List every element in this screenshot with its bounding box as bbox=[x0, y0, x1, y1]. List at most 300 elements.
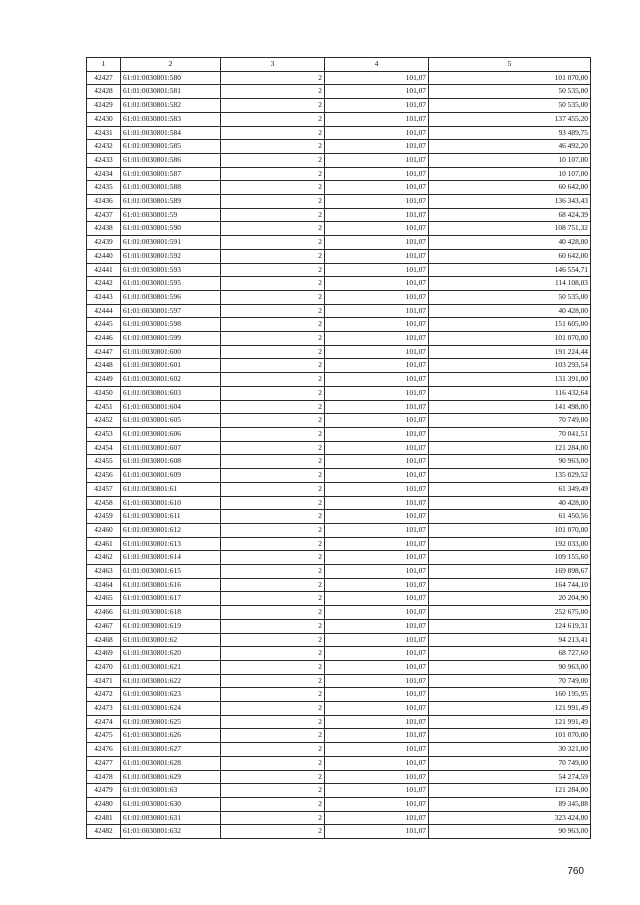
table-row bbox=[87, 660, 591, 674]
table-row bbox=[87, 290, 591, 304]
table-row bbox=[87, 797, 591, 811]
category-cell: 2 bbox=[221, 633, 325, 647]
row-number-cell: 42479 bbox=[87, 784, 121, 798]
value-cell: 114 108,03 bbox=[429, 277, 591, 291]
column-header-4: 4 bbox=[325, 58, 429, 72]
cadastral-number-cell: 61:01:0030801:588 bbox=[121, 181, 221, 195]
row-number-cell: 42447 bbox=[87, 345, 121, 359]
rate-cell: 101,07 bbox=[325, 112, 429, 126]
value-cell: 61 349,49 bbox=[429, 482, 591, 496]
cadastral-number-cell: 61:01:0030801:583 bbox=[121, 112, 221, 126]
category-cell: 2 bbox=[221, 208, 325, 222]
rate-cell: 101,07 bbox=[325, 825, 429, 839]
cadastral-number-cell: 61:01:0030801:618 bbox=[121, 606, 221, 620]
value-cell: 93 489,75 bbox=[429, 126, 591, 140]
category-cell: 2 bbox=[221, 140, 325, 154]
category-cell: 2 bbox=[221, 153, 325, 167]
row-number-cell: 42437 bbox=[87, 208, 121, 222]
row-number-cell: 42445 bbox=[87, 318, 121, 332]
category-cell: 2 bbox=[221, 756, 325, 770]
value-cell: 30 321,00 bbox=[429, 743, 591, 757]
page-number: 760 bbox=[567, 866, 584, 877]
category-cell: 2 bbox=[221, 537, 325, 551]
cadastral-number-cell: 61:01:0030801:584 bbox=[121, 126, 221, 140]
table-row bbox=[87, 153, 591, 167]
value-cell: 50 535,00 bbox=[429, 99, 591, 113]
table-row bbox=[87, 195, 591, 209]
cadastral-number-cell: 61:01:0030801:630 bbox=[121, 797, 221, 811]
row-number-cell: 42439 bbox=[87, 236, 121, 250]
table-row bbox=[87, 318, 591, 332]
value-cell: 90 963,00 bbox=[429, 660, 591, 674]
cadastral-number-cell: 61:01:0030801:592 bbox=[121, 249, 221, 263]
value-cell: 40 428,00 bbox=[429, 496, 591, 510]
table-row bbox=[87, 537, 591, 551]
value-cell: 252 675,00 bbox=[429, 606, 591, 620]
cadastral-number-cell: 61:01:0030801:581 bbox=[121, 85, 221, 99]
rate-cell: 101,07 bbox=[325, 619, 429, 633]
value-cell: 40 428,00 bbox=[429, 236, 591, 250]
cadastral-number-cell: 61:01:0030801:628 bbox=[121, 756, 221, 770]
cadastral-number-cell: 61:01:0030801:602 bbox=[121, 373, 221, 387]
cadastral-number-cell: 61:01:0030801:582 bbox=[121, 99, 221, 113]
rate-cell: 101,07 bbox=[325, 181, 429, 195]
cadastral-number-cell: 61:01:0030801:631 bbox=[121, 811, 221, 825]
value-cell: 121 991,49 bbox=[429, 702, 591, 716]
row-number-cell: 42474 bbox=[87, 715, 121, 729]
rate-cell: 101,07 bbox=[325, 551, 429, 565]
category-cell: 2 bbox=[221, 277, 325, 291]
category-cell: 2 bbox=[221, 441, 325, 455]
value-cell: 101 070,00 bbox=[429, 71, 591, 85]
rate-cell: 101,07 bbox=[325, 756, 429, 770]
table-row bbox=[87, 523, 591, 537]
category-cell: 2 bbox=[221, 825, 325, 839]
rate-cell: 101,07 bbox=[325, 537, 429, 551]
rate-cell: 101,07 bbox=[325, 647, 429, 661]
category-cell: 2 bbox=[221, 619, 325, 633]
table-row bbox=[87, 373, 591, 387]
cadastral-number-cell: 61:01:0030801:620 bbox=[121, 647, 221, 661]
category-cell: 2 bbox=[221, 427, 325, 441]
category-cell: 2 bbox=[221, 99, 325, 113]
category-cell: 2 bbox=[221, 332, 325, 346]
cadastral-number-cell: 61:01:0030801:616 bbox=[121, 578, 221, 592]
value-cell: 151 605,00 bbox=[429, 318, 591, 332]
value-cell: 70 749,00 bbox=[429, 674, 591, 688]
category-cell: 2 bbox=[221, 523, 325, 537]
row-number-cell: 42476 bbox=[87, 743, 121, 757]
value-cell: 124 619,31 bbox=[429, 619, 591, 633]
table-row bbox=[87, 263, 591, 277]
value-cell: 60 642,00 bbox=[429, 181, 591, 195]
rate-cell: 101,07 bbox=[325, 99, 429, 113]
cadastral-number-cell: 61:01:0030801:63 bbox=[121, 784, 221, 798]
value-cell: 101 070,00 bbox=[429, 729, 591, 743]
rate-cell: 101,07 bbox=[325, 222, 429, 236]
row-number-cell: 42433 bbox=[87, 153, 121, 167]
table-row bbox=[87, 674, 591, 688]
table-row bbox=[87, 181, 591, 195]
table-row bbox=[87, 167, 591, 181]
row-number-cell: 42481 bbox=[87, 811, 121, 825]
cadastral-number-cell: 61:01:0030801:607 bbox=[121, 441, 221, 455]
cadastral-number-cell: 61:01:0030801:591 bbox=[121, 236, 221, 250]
cadastral-number-cell: 61:01:0030801:617 bbox=[121, 592, 221, 606]
table-row bbox=[87, 756, 591, 770]
rate-cell: 101,07 bbox=[325, 359, 429, 373]
table-row bbox=[87, 565, 591, 579]
table-row bbox=[87, 784, 591, 798]
table-row bbox=[87, 496, 591, 510]
rate-cell: 101,07 bbox=[325, 290, 429, 304]
table-row bbox=[87, 715, 591, 729]
rate-cell: 101,07 bbox=[325, 195, 429, 209]
value-cell: 137 455,20 bbox=[429, 112, 591, 126]
cadastral-number-cell: 61:01:0030801:586 bbox=[121, 153, 221, 167]
value-cell: 10 107,00 bbox=[429, 153, 591, 167]
category-cell: 2 bbox=[221, 345, 325, 359]
cadastral-number-cell: 61:01:0030801:613 bbox=[121, 537, 221, 551]
cadastral-number-cell: 61:01:0030801:611 bbox=[121, 510, 221, 524]
category-cell: 2 bbox=[221, 729, 325, 743]
row-number-cell: 42431 bbox=[87, 126, 121, 140]
row-number-cell: 42471 bbox=[87, 674, 121, 688]
cadastral-number-cell: 61:01:0030801:598 bbox=[121, 318, 221, 332]
table-row bbox=[87, 578, 591, 592]
rate-cell: 101,07 bbox=[325, 167, 429, 181]
rate-cell: 101,07 bbox=[325, 208, 429, 222]
value-cell: 68 727,60 bbox=[429, 647, 591, 661]
row-number-cell: 42449 bbox=[87, 373, 121, 387]
table-row bbox=[87, 332, 591, 346]
rate-cell: 101,07 bbox=[325, 482, 429, 496]
category-cell: 2 bbox=[221, 647, 325, 661]
rate-cell: 101,07 bbox=[325, 469, 429, 483]
table-row bbox=[87, 126, 591, 140]
category-cell: 2 bbox=[221, 565, 325, 579]
rate-cell: 101,07 bbox=[325, 715, 429, 729]
cadastral-number-cell: 61:01:0030801:608 bbox=[121, 455, 221, 469]
category-cell: 2 bbox=[221, 263, 325, 277]
rate-cell: 101,07 bbox=[325, 400, 429, 414]
value-cell: 109 155,60 bbox=[429, 551, 591, 565]
row-number-cell: 42463 bbox=[87, 565, 121, 579]
value-cell: 40 428,00 bbox=[429, 304, 591, 318]
value-cell: 121 284,00 bbox=[429, 441, 591, 455]
cadastral-number-cell: 61:01:0030801:62 bbox=[121, 633, 221, 647]
value-cell: 10 107,00 bbox=[429, 167, 591, 181]
rate-cell: 101,07 bbox=[325, 674, 429, 688]
table-row bbox=[87, 208, 591, 222]
value-cell: 70 749,00 bbox=[429, 756, 591, 770]
category-cell: 2 bbox=[221, 373, 325, 387]
category-cell: 2 bbox=[221, 359, 325, 373]
value-cell: 121 991,49 bbox=[429, 715, 591, 729]
cadastral-number-cell: 61:01:0030801:601 bbox=[121, 359, 221, 373]
rate-cell: 101,07 bbox=[325, 427, 429, 441]
row-number-cell: 42450 bbox=[87, 386, 121, 400]
value-cell: 146 554,71 bbox=[429, 263, 591, 277]
cadastral-number-cell: 61:01:0030801:632 bbox=[121, 825, 221, 839]
table-row bbox=[87, 647, 591, 661]
cadastral-number-cell: 61:01:0030801:623 bbox=[121, 688, 221, 702]
table-row bbox=[87, 140, 591, 154]
cadastral-number-cell: 61:01:0030801:597 bbox=[121, 304, 221, 318]
rate-cell: 101,07 bbox=[325, 743, 429, 757]
value-cell: 46 492,20 bbox=[429, 140, 591, 154]
category-cell: 2 bbox=[221, 482, 325, 496]
table-row bbox=[87, 414, 591, 428]
row-number-cell: 42427 bbox=[87, 71, 121, 85]
rate-cell: 101,07 bbox=[325, 784, 429, 798]
row-number-cell: 42444 bbox=[87, 304, 121, 318]
table-row bbox=[87, 85, 591, 99]
rate-cell: 101,07 bbox=[325, 633, 429, 647]
row-number-cell: 42455 bbox=[87, 455, 121, 469]
category-cell: 2 bbox=[221, 660, 325, 674]
data-table bbox=[86, 57, 591, 839]
cadastral-number-cell: 61:01:0030801:599 bbox=[121, 332, 221, 346]
rate-cell: 101,07 bbox=[325, 345, 429, 359]
table-row bbox=[87, 441, 591, 455]
row-number-cell: 42466 bbox=[87, 606, 121, 620]
rate-cell: 101,07 bbox=[325, 523, 429, 537]
table-row bbox=[87, 400, 591, 414]
category-cell: 2 bbox=[221, 811, 325, 825]
row-number-cell: 42478 bbox=[87, 770, 121, 784]
table-row bbox=[87, 277, 591, 291]
row-number-cell: 42464 bbox=[87, 578, 121, 592]
table-row bbox=[87, 236, 591, 250]
rate-cell: 101,07 bbox=[325, 85, 429, 99]
row-number-cell: 42434 bbox=[87, 167, 121, 181]
value-cell: 116 432,64 bbox=[429, 386, 591, 400]
category-cell: 2 bbox=[221, 551, 325, 565]
table-row bbox=[87, 222, 591, 236]
row-number-cell: 42460 bbox=[87, 523, 121, 537]
cadastral-number-cell: 61:01:0030801:622 bbox=[121, 674, 221, 688]
rate-cell: 101,07 bbox=[325, 373, 429, 387]
cadastral-number-cell: 61:01:0030801:604 bbox=[121, 400, 221, 414]
cadastral-number-cell: 61:01:0030801:612 bbox=[121, 523, 221, 537]
category-cell: 2 bbox=[221, 195, 325, 209]
rate-cell: 101,07 bbox=[325, 277, 429, 291]
table-row bbox=[87, 112, 591, 126]
table-row bbox=[87, 427, 591, 441]
table-row bbox=[87, 249, 591, 263]
category-cell: 2 bbox=[221, 674, 325, 688]
category-cell: 2 bbox=[221, 181, 325, 195]
rate-cell: 101,07 bbox=[325, 140, 429, 154]
category-cell: 2 bbox=[221, 249, 325, 263]
rate-cell: 101,07 bbox=[325, 318, 429, 332]
table-row bbox=[87, 551, 591, 565]
category-cell: 2 bbox=[221, 290, 325, 304]
category-cell: 2 bbox=[221, 386, 325, 400]
category-cell: 2 bbox=[221, 797, 325, 811]
row-number-cell: 42457 bbox=[87, 482, 121, 496]
value-cell: 136 343,43 bbox=[429, 195, 591, 209]
rate-cell: 101,07 bbox=[325, 441, 429, 455]
cadastral-number-cell: 61:01:0030801:61 bbox=[121, 482, 221, 496]
cadastral-number-cell: 61:01:0030801:605 bbox=[121, 414, 221, 428]
category-cell: 2 bbox=[221, 455, 325, 469]
value-cell: 160 195,95 bbox=[429, 688, 591, 702]
table-row bbox=[87, 633, 591, 647]
rate-cell: 101,07 bbox=[325, 729, 429, 743]
cadastral-number-cell: 61:01:0030801:595 bbox=[121, 277, 221, 291]
cadastral-number-cell: 61:01:0030801:580 bbox=[121, 71, 221, 85]
rate-cell: 101,07 bbox=[325, 811, 429, 825]
cadastral-number-cell: 61:01:0030801:587 bbox=[121, 167, 221, 181]
row-number-cell: 42440 bbox=[87, 249, 121, 263]
cadastral-number-cell: 61:01:0030801:610 bbox=[121, 496, 221, 510]
row-number-cell: 42473 bbox=[87, 702, 121, 716]
category-cell: 2 bbox=[221, 496, 325, 510]
category-cell: 2 bbox=[221, 318, 325, 332]
cadastral-number-cell: 61:01:0030801:589 bbox=[121, 195, 221, 209]
row-number-cell: 42461 bbox=[87, 537, 121, 551]
table-row bbox=[87, 386, 591, 400]
cadastral-number-cell: 61:01:0030801:585 bbox=[121, 140, 221, 154]
table-row bbox=[87, 359, 591, 373]
value-cell: 90 963,00 bbox=[429, 825, 591, 839]
cadastral-number-cell: 61:01:0030801:627 bbox=[121, 743, 221, 757]
table-row bbox=[87, 99, 591, 113]
cadastral-number-cell: 61:01:0030801:625 bbox=[121, 715, 221, 729]
category-cell: 2 bbox=[221, 469, 325, 483]
cadastral-number-cell: 61:01:0030801:596 bbox=[121, 290, 221, 304]
rate-cell: 101,07 bbox=[325, 510, 429, 524]
rate-cell: 101,07 bbox=[325, 71, 429, 85]
table-row bbox=[87, 469, 591, 483]
value-cell: 121 284,00 bbox=[429, 784, 591, 798]
value-cell: 70 749,00 bbox=[429, 414, 591, 428]
category-cell: 2 bbox=[221, 85, 325, 99]
value-cell: 90 963,00 bbox=[429, 455, 591, 469]
category-cell: 2 bbox=[221, 400, 325, 414]
cadastral-number-cell: 61:01:0030801:609 bbox=[121, 469, 221, 483]
row-number-cell: 42480 bbox=[87, 797, 121, 811]
category-cell: 2 bbox=[221, 71, 325, 85]
category-cell: 2 bbox=[221, 414, 325, 428]
row-number-cell: 42470 bbox=[87, 660, 121, 674]
rate-cell: 101,07 bbox=[325, 496, 429, 510]
row-number-cell: 42468 bbox=[87, 633, 121, 647]
row-number-cell: 42442 bbox=[87, 277, 121, 291]
value-cell: 68 424,39 bbox=[429, 208, 591, 222]
value-cell: 101 070,00 bbox=[429, 332, 591, 346]
category-cell: 2 bbox=[221, 715, 325, 729]
value-cell: 192 033,00 bbox=[429, 537, 591, 551]
row-number-cell: 42441 bbox=[87, 263, 121, 277]
category-cell: 2 bbox=[221, 743, 325, 757]
category-cell: 2 bbox=[221, 112, 325, 126]
rate-cell: 101,07 bbox=[325, 702, 429, 716]
row-number-cell: 42443 bbox=[87, 290, 121, 304]
table-row bbox=[87, 619, 591, 633]
category-cell: 2 bbox=[221, 688, 325, 702]
rate-cell: 101,07 bbox=[325, 565, 429, 579]
rate-cell: 101,07 bbox=[325, 414, 429, 428]
column-header-3: 3 bbox=[221, 58, 325, 72]
value-cell: 94 213,41 bbox=[429, 633, 591, 647]
table-row bbox=[87, 592, 591, 606]
row-number-cell: 42458 bbox=[87, 496, 121, 510]
table-row bbox=[87, 770, 591, 784]
rate-cell: 101,07 bbox=[325, 236, 429, 250]
cadastral-number-cell: 61:01:0030801:59 bbox=[121, 208, 221, 222]
table-row bbox=[87, 455, 591, 469]
cadastral-number-cell: 61:01:0030801:590 bbox=[121, 222, 221, 236]
cadastral-number-cell: 61:01:0030801:603 bbox=[121, 386, 221, 400]
category-cell: 2 bbox=[221, 578, 325, 592]
row-number-cell: 42435 bbox=[87, 181, 121, 195]
rate-cell: 101,07 bbox=[325, 263, 429, 277]
table-row bbox=[87, 606, 591, 620]
category-cell: 2 bbox=[221, 222, 325, 236]
cadastral-number-cell: 61:01:0030801:614 bbox=[121, 551, 221, 565]
cadastral-number-cell: 61:01:0030801:619 bbox=[121, 619, 221, 633]
column-header-5: 5 bbox=[429, 58, 591, 72]
rate-cell: 101,07 bbox=[325, 332, 429, 346]
row-number-cell: 42438 bbox=[87, 222, 121, 236]
row-number-cell: 42432 bbox=[87, 140, 121, 154]
table-header-row bbox=[87, 58, 591, 72]
value-cell: 70 041,51 bbox=[429, 427, 591, 441]
cadastral-number-cell: 61:01:0030801:600 bbox=[121, 345, 221, 359]
row-number-cell: 42467 bbox=[87, 619, 121, 633]
table-row bbox=[87, 702, 591, 716]
row-number-cell: 42454 bbox=[87, 441, 121, 455]
row-number-cell: 42451 bbox=[87, 400, 121, 414]
rate-cell: 101,07 bbox=[325, 606, 429, 620]
row-number-cell: 42452 bbox=[87, 414, 121, 428]
row-number-cell: 42456 bbox=[87, 469, 121, 483]
category-cell: 2 bbox=[221, 702, 325, 716]
category-cell: 2 bbox=[221, 126, 325, 140]
rate-cell: 101,07 bbox=[325, 688, 429, 702]
value-cell: 20 204,90 bbox=[429, 592, 591, 606]
cadastral-number-cell: 61:01:0030801:615 bbox=[121, 565, 221, 579]
value-cell: 103 293,54 bbox=[429, 359, 591, 373]
row-number-cell: 42469 bbox=[87, 647, 121, 661]
value-cell: 135 029,52 bbox=[429, 469, 591, 483]
table-row bbox=[87, 482, 591, 496]
row-number-cell: 42448 bbox=[87, 359, 121, 373]
value-cell: 141 498,00 bbox=[429, 400, 591, 414]
column-header-2: 2 bbox=[121, 58, 221, 72]
row-number-cell: 42475 bbox=[87, 729, 121, 743]
value-cell: 169 898,67 bbox=[429, 565, 591, 579]
rate-cell: 101,07 bbox=[325, 592, 429, 606]
table-row bbox=[87, 825, 591, 839]
row-number-cell: 42462 bbox=[87, 551, 121, 565]
rate-cell: 101,07 bbox=[325, 455, 429, 469]
table-row bbox=[87, 345, 591, 359]
rate-cell: 101,07 bbox=[325, 797, 429, 811]
row-number-cell: 42472 bbox=[87, 688, 121, 702]
cadastral-number-cell: 61:01:0030801:593 bbox=[121, 263, 221, 277]
rate-cell: 101,07 bbox=[325, 386, 429, 400]
value-cell: 61 450,56 bbox=[429, 510, 591, 524]
category-cell: 2 bbox=[221, 167, 325, 181]
column-header-1: 1 bbox=[87, 58, 121, 72]
value-cell: 101 070,00 bbox=[429, 523, 591, 537]
rate-cell: 101,07 bbox=[325, 126, 429, 140]
value-cell: 323 424,00 bbox=[429, 811, 591, 825]
